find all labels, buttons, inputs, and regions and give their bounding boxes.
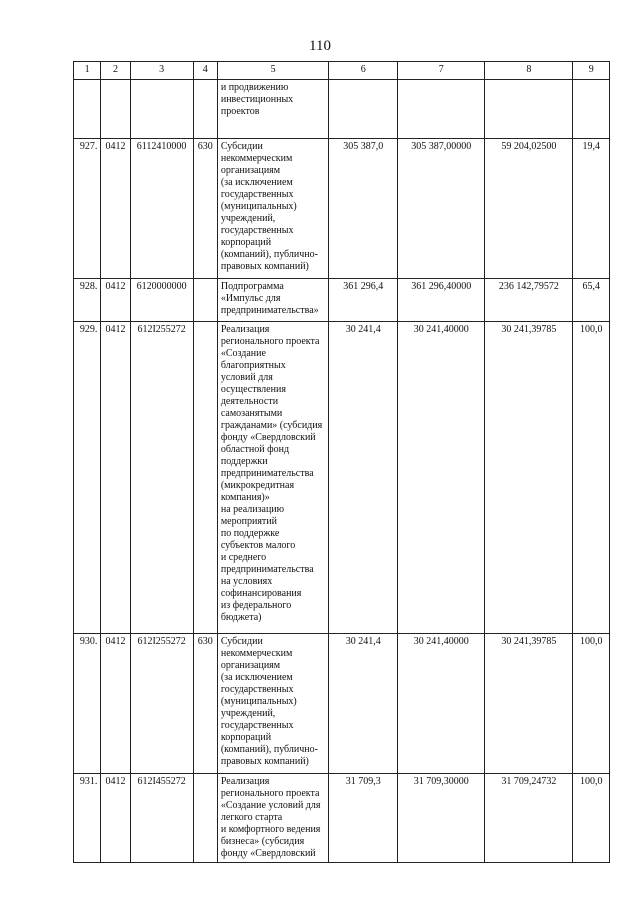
section-code: 0412 [101, 634, 130, 774]
section-code [101, 80, 130, 139]
target-article-code: 612I255272 [130, 322, 193, 634]
target-article-code: 612I255272 [130, 634, 193, 774]
table-row [74, 139, 610, 279]
item-name: и продвижению инвестиционных проектов [217, 80, 328, 139]
column-header: 3 [130, 62, 193, 80]
expense-type-code [193, 80, 217, 139]
item-name: Субсидии некоммерческим организациям (за исключением государственных (муниципальных) учреждений, государственных корпораций (компаний), публично- правовых компаний) [217, 634, 328, 774]
target-article-code: 6112410000 [130, 139, 193, 279]
amount-col-7 [398, 80, 485, 139]
section-code: 0412 [101, 322, 130, 634]
amount-col-6: 361 296,4 [329, 279, 398, 322]
target-article-code: 612I455272 [130, 774, 193, 863]
percent-col-9: 100,0 [573, 322, 610, 634]
column-header: 8 [485, 62, 573, 80]
amount-col-8 [485, 80, 573, 139]
item-name: Субсидии некоммерческим организациям (за исключением государственных (муниципальных) учреждений, государственных корпораций (компаний), публично- правовых компаний) [217, 139, 328, 279]
table-row [74, 279, 610, 322]
amount-col-6: 31 709,3 [329, 774, 398, 863]
amount-col-7: 361 296,40000 [398, 279, 485, 322]
column-header: 9 [573, 62, 610, 80]
expense-type-code [193, 322, 217, 634]
item-name: Подпрограмма «Импульс для предпринимательства» [217, 279, 328, 322]
amount-col-8: 30 241,39785 [485, 634, 573, 774]
amount-col-6: 30 241,4 [329, 322, 398, 634]
percent-col-9 [573, 80, 610, 139]
percent-col-9: 19,4 [573, 139, 610, 279]
row-number: 930. [74, 634, 101, 774]
amount-col-8: 30 241,39785 [485, 322, 573, 634]
column-header: 7 [398, 62, 485, 80]
table-row [74, 80, 610, 139]
amount-col-8: 59 204,02500 [485, 139, 573, 279]
row-number: 927. [74, 139, 101, 279]
expense-type-code [193, 774, 217, 863]
column-header: 4 [193, 62, 217, 80]
row-number: 928. [74, 279, 101, 322]
percent-col-9: 100,0 [573, 774, 610, 863]
row-number: 931. [74, 774, 101, 863]
target-article-code [130, 80, 193, 139]
section-code: 0412 [101, 279, 130, 322]
expense-type-code [193, 279, 217, 322]
item-name: Реализация регионального проекта «Создание благоприятных условий для осуществления деятельности самозанятыми гражданами» (субсидия фонду «Свердловский областной фонд поддержки предпринимательства (микрокредитная компания)» на реализацию мероприятий по поддержке субъектов малого и среднего предпринимательства на условиях софинансирования из федерального бюджета) [217, 322, 328, 634]
table-row [74, 634, 610, 774]
column-header: 2 [101, 62, 130, 80]
amount-col-6 [329, 80, 398, 139]
amount-col-7: 30 241,40000 [398, 634, 485, 774]
column-header: 5 [217, 62, 328, 80]
amount-col-7: 305 387,00000 [398, 139, 485, 279]
amount-col-8: 31 709,24732 [485, 774, 573, 863]
section-code: 0412 [101, 774, 130, 863]
column-header: 1 [74, 62, 101, 80]
row-number: 929. [74, 322, 101, 634]
section-code: 0412 [101, 139, 130, 279]
column-number-row [74, 62, 610, 80]
amount-col-7: 30 241,40000 [398, 322, 485, 634]
table-row [74, 322, 610, 634]
table-row [74, 774, 610, 863]
percent-col-9: 65,4 [573, 279, 610, 322]
page-number: 110 [309, 38, 331, 54]
expense-type-code: 630 [193, 634, 217, 774]
amount-col-7: 31 709,30000 [398, 774, 485, 863]
row-number [74, 80, 101, 139]
expense-type-code: 630 [193, 139, 217, 279]
amount-col-8: 236 142,79572 [485, 279, 573, 322]
amount-col-6: 305 387,0 [329, 139, 398, 279]
amount-col-6: 30 241,4 [329, 634, 398, 774]
target-article-code: 6120000000 [130, 279, 193, 322]
item-name: Реализация регионального проекта «Создание условий для легкого старта и комфортного ведения бизнеса» (субсидия фонду «Свердловский [217, 774, 328, 863]
column-header: 6 [329, 62, 398, 80]
budget-table [73, 61, 610, 863]
percent-col-9: 100,0 [573, 634, 610, 774]
